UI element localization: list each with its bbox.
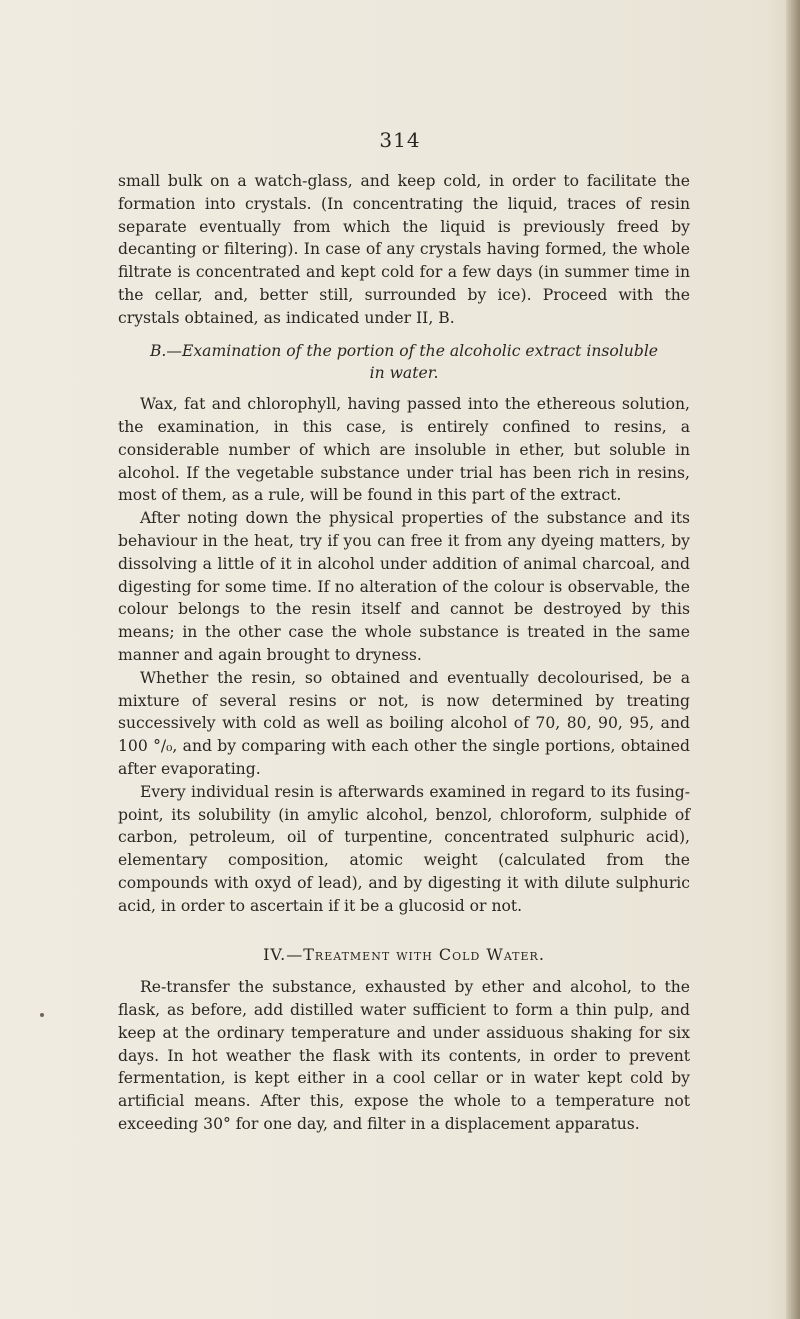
paragraph: small bulk on a watch-glass, and keep cold, in order to facilitate the formation into crystals. (In concentrating the liquid, traces of resin separate eventually from which the liquid is previously freed by decanting or filtering). In case of any crystals having formed, the whole filtrate is concentrated and kept cold for a few days (in summer time in the cellar, and, better still, surrounded by ice). Proceed with the crystals obtained, as indicated under II, B. bbox=[118, 172, 690, 327]
page-edge-shadow bbox=[786, 0, 800, 1319]
subsection-label: B. bbox=[149, 341, 167, 360]
body-text bbox=[118, 170, 690, 1136]
paragraph: Every individual resin is afterwards examined in regard to its fusing-point, its solubility (in amylic alcohol, benzol, chloroform, sulphide of carbon, petroleum, oil of turpentine, concentrated sulphuric acid), elementary composition, atomic weight (calculated from the compounds with oxyd of lead), and by digesting it with dilute sulphuric acid, in order to ascertain if it be a glucosid or not. bbox=[118, 782, 690, 915]
subsection-heading bbox=[118, 340, 690, 386]
paragraph: After noting down the physical properties of the substance and its behaviour in the heat, try if you can free it from any dyeing matters, by dissolving a little of it in alcohol under addition of animal charcoal, and digesting for some time. If no alteration of the colour is observable, the colour belongs to the resin itself and cannot be destroyed by this means; in the other case the whole substance is treated in the same manner and again brought to dryness. bbox=[118, 509, 690, 664]
paragraph: Whether the resin, so obtained and eventually decolourised, be a mixture of several resins or not, is now determined by treating successively with cold as well as boiling alcohol of 70, 80, 90, 95, and 100 °/₀, and by comparing with each other the single portions, obtained after evaporating. bbox=[118, 668, 690, 778]
paragraph: Wax, fat and chlorophyll, having passed into the ethereous solution, the examination, in this case, is entirely confined to resins, a considerable number of which are insoluble in ether, but soluble in alcohol. If the vegetable substance under trial has been rich in resins, most of them, as a rule, will be found in this part of the extract. bbox=[118, 395, 690, 505]
subsection-title-line1: —Examination of the portion of the alcoholic extract insoluble bbox=[166, 341, 659, 360]
page-number: 314 bbox=[379, 128, 421, 152]
paragraph: Re-transfer the substance, exhausted by ether and alcohol, to the flask, as before, add distilled water sufficient to form a thin pulp, and keep at the ordinary temperature and under assiduous shaking for six days. In hot weather the flask with its contents, in order to prevent fermentation, is kept either in a cool cellar or in water kept cold by artificial means. After this, expose the whole to a temperature not exceeding 30° for one day, and filter in a displacement apparatus. bbox=[118, 978, 690, 1134]
subsection-title-line2: in water. bbox=[369, 364, 439, 383]
paper-speck bbox=[40, 1013, 44, 1017]
section-heading: IV.—Treatment with Cold Water. bbox=[263, 944, 545, 964]
